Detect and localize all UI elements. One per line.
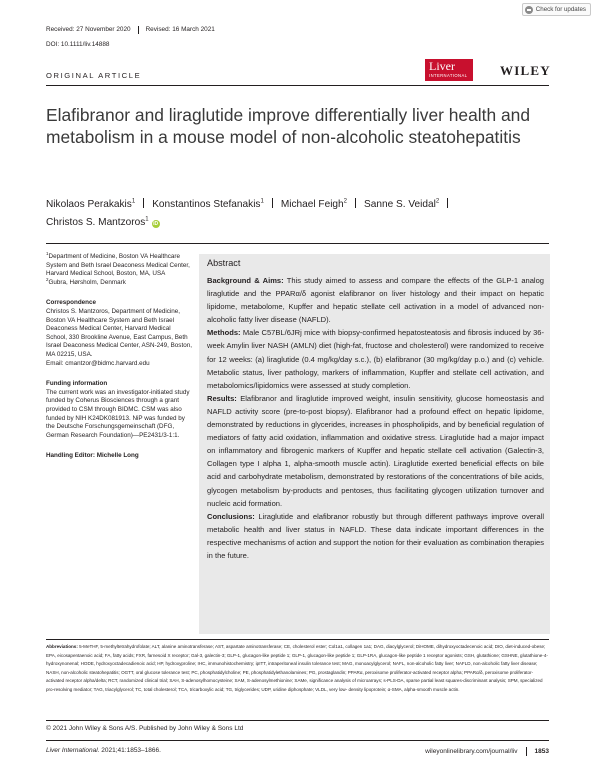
revised-date: Revised: 16 March 2021 xyxy=(145,26,215,33)
footer-right xyxy=(425,747,549,756)
abstract-title: Abstract xyxy=(207,258,241,268)
footer-rule xyxy=(46,740,549,741)
funding-heading: Funding information xyxy=(46,380,108,388)
handling-editor: Handling Editor: Michelle Long xyxy=(46,452,139,460)
footer-separator xyxy=(526,747,527,756)
journal-logo-sub: INTERNATIONAL xyxy=(429,73,468,78)
author-name[interactable]: Christos S. Mantzoros$^1$ xyxy=(46,216,149,228)
affiliation: $^2$Gubra, Hørsholm, Denmark xyxy=(46,276,126,286)
author-separator xyxy=(447,198,448,208)
doi[interactable]: DOI: 10.1111/liv.14888 xyxy=(46,41,110,48)
author-list xyxy=(46,196,556,231)
abstract-background: Background & Aims: This study aimed to assess and compare the effects of the GLP-1 analog liraglutide and the PPARα/δ agonist elafibranor on liver histology and their impact on hepatic lipidome, metabolome, Kupffer and hepatic stellate cell activation in a model of advanced non-alcoholic fatty liver disease (NAFLD). xyxy=(207,276,544,325)
author-name[interactable]: Nikolaos Perakakis$^1$ xyxy=(46,198,136,210)
meta-separator xyxy=(138,26,139,34)
header-rule xyxy=(46,85,549,86)
correspondence-text: Christos S. Mantzoros, Department of Medicine, Boston VA Healthcare System and Beth Israel Deaconess Medical Center, Harvard Medical School, 330 Brookline Avenue, East Campus, Beth Israel Deaconess Medical Center, ASN-249, Boston, MA 02215, USA. xyxy=(46,307,192,358)
update-icon xyxy=(525,6,533,14)
publisher-logo: WILEY xyxy=(500,63,551,78)
received-revised-line xyxy=(46,26,215,34)
funding-text: The current work was an investigator-initiated study funded by Coherus Biosciences through a grant provided to CSM through BIDMC. CSM was also funded by NIH K24DK081913. NiP was funded by the Deutsche Forschungsgemeinschaft (DFG, German Research Foundation)—PE2431/3-1:1. xyxy=(46,388,190,439)
abbreviations: Abbreviations: 5-MeTHF, 5-methyltetrahydrofolate; ALT, alanine aminotransferase; AST, aspartate aminotransferase; CE, cholesterol ester; Col1a1, collagen 1a1; DAG, diacylglycerol; DiHOME, dihydroxyoctadecenoic acid; DIO, diet-induced-obese; EPA, eicosapentaenoic acid; FA, fatty acids; FXR, farnesoid X receptor; Gal-3, galectin-3; GLP-1, glucagon-like peptide 1; GLP-1, glucagon-like peptide 1; GLP-1RA, glucagon-like peptide 1 receptor agonists; GSH, glutathione; GSHNE, glutathione-4-hydroxynonenal; HODE, hydroxyoctadecadienoic acid; HP, hydroxyproline; IHC, immunohistochemistry; ipITT, intraperitoneal insulin tolerance test; MAG, monoacylglycerol; NAFL, non-alcoholic fatty liver; NAFLD, non-alcoholic fatty liver disease; NASH, non-alcoholic steatohepatitis; OGTT, oral glucose tolerance test; PC, phosphatidylcholine; PE, phosphatidylethanolamines; PG, prostaglandin; PPARα, peroxisome proliferator-activated receptor alpha; PPARα/δ, peroxisome proliferator-activated receptor alpha/delta; RCT, randomized clinical trial; SAH, S-adenosylhomocysteine; SAM, S-adenosylmethionine; SAMe, significance analysis of microarrays; s-PLS-DA, sparse partial least squares-discriminant analysis; SPM, specialized pro-resolving mediator; TAG, triacylglycerol; TC, total cholesterol; TCA, tricarboxylic acid; TG, triglycerides; UDP, uridine diphosphate; VLDL, very low- density lipoprotein; α-SMA, alpha-smooth muscle actin. xyxy=(46,644,548,692)
abbreviations-rule xyxy=(46,639,549,640)
journal-logo-name: Liver xyxy=(429,59,455,73)
abstract-methods: Methods: Male C57BL/6JRj mice with biopsy-confirmed hepatosteatosis and fibrosis induced by 36-week Amylin liver NASH (AMLN) diet (high-fat, fructose and cholesterol) were randomized to receive for 12 weeks: (a) liraglutide (0.4 mg/kg/day s.c.), (b) elafibranor (30 mg/kg/day p.o.) and (c) vehicle. Metabolic status, liver pathology, markers of inflammation, Kupffer and stellate cell activation, and metabolomics/lipidomics were assessed at study completion. xyxy=(207,328,544,390)
journal-url[interactable]: wileyonlinelibrary.com/journal/liv xyxy=(425,748,518,755)
author-name[interactable]: Michael Feigh$^2$ xyxy=(280,198,348,210)
author-name[interactable]: Sanne S. Veidal$^2$ xyxy=(364,198,440,210)
correspondence-heading: Correspondence xyxy=(46,299,97,307)
abstract-results: Results: Elafibranor and liraglutide improved weight, insulin sensitivity, glucose homeostasis and NAFLD activity score (pre-to-post biopsy). Elafibranor had a profound effect on hepatic lipidome, demonstrated by reductions in glycerides, increases in phospholipids, and by beneficial regulation of mediators of fatty acid oxidation, inflammation and oxidative stress. Liraglutide had a major impact on inflammatory and fibrogenic markers of Kupffer and hepatic stellate cell activation (Galectin-3, Collagen type I alpha 1, alpha-smooth muscle actin). Liraglutide exerted beneficial effects on bile acid and carbohydrate metabolism, demonstrated by restorations of the concentrations of bile acids, glycogen metabolism by-products and pentoses, thus facilitating glycogen utilization turnover and nucleic acid formation. xyxy=(207,393,544,508)
article-type: ORIGINAL ARTICLE xyxy=(46,71,142,80)
received-date: Received: 27 November 2020 xyxy=(46,26,131,33)
orcid-icon[interactable]: iD xyxy=(153,220,159,227)
abstract-box xyxy=(199,254,550,634)
article-title: Elafibranor and liraglutide improve differentially liver health and metabolism in a mouse model of non-alcoholic steatohepatitis xyxy=(46,105,530,147)
check-for-updates-label: Check for updates xyxy=(535,6,586,13)
author-separator xyxy=(143,198,144,208)
author-separator xyxy=(272,198,273,208)
journal-logo xyxy=(425,59,473,81)
affiliation: $^1$Department of Medicine, Boston VA Healthcare System and Beth Israel Deaconess Medical Center, Harvard Medical School, Boston, MA, USA xyxy=(46,250,190,278)
footer-citation: Liver International. 2021;41:1853–1866. xyxy=(46,747,161,754)
copyright-rule xyxy=(46,720,549,721)
page-number: 1853 xyxy=(534,748,549,755)
authors-rule xyxy=(46,243,549,244)
author-separator xyxy=(355,198,356,208)
author-name[interactable]: Konstantinos Stefanakis$^1$ xyxy=(152,198,264,210)
abstract-conclusions: Conclusions: Liraglutide and elafibranor robustly but through different pathways improve overall metabolic health and liver status in NAFLD. These data indicate important differences in the respective mechanisms of action and support the notion for their evaluation as combination therapies in the future. xyxy=(207,511,544,560)
article-info-column xyxy=(46,250,192,461)
correspondence-email[interactable]: Email: cmantzor@bidmc.harvard.edu xyxy=(46,359,150,367)
copyright: © 2021 John Wiley & Sons A/S. Published by John Wiley & Sons Ltd xyxy=(46,725,244,732)
check-for-updates-button[interactable] xyxy=(522,3,591,16)
